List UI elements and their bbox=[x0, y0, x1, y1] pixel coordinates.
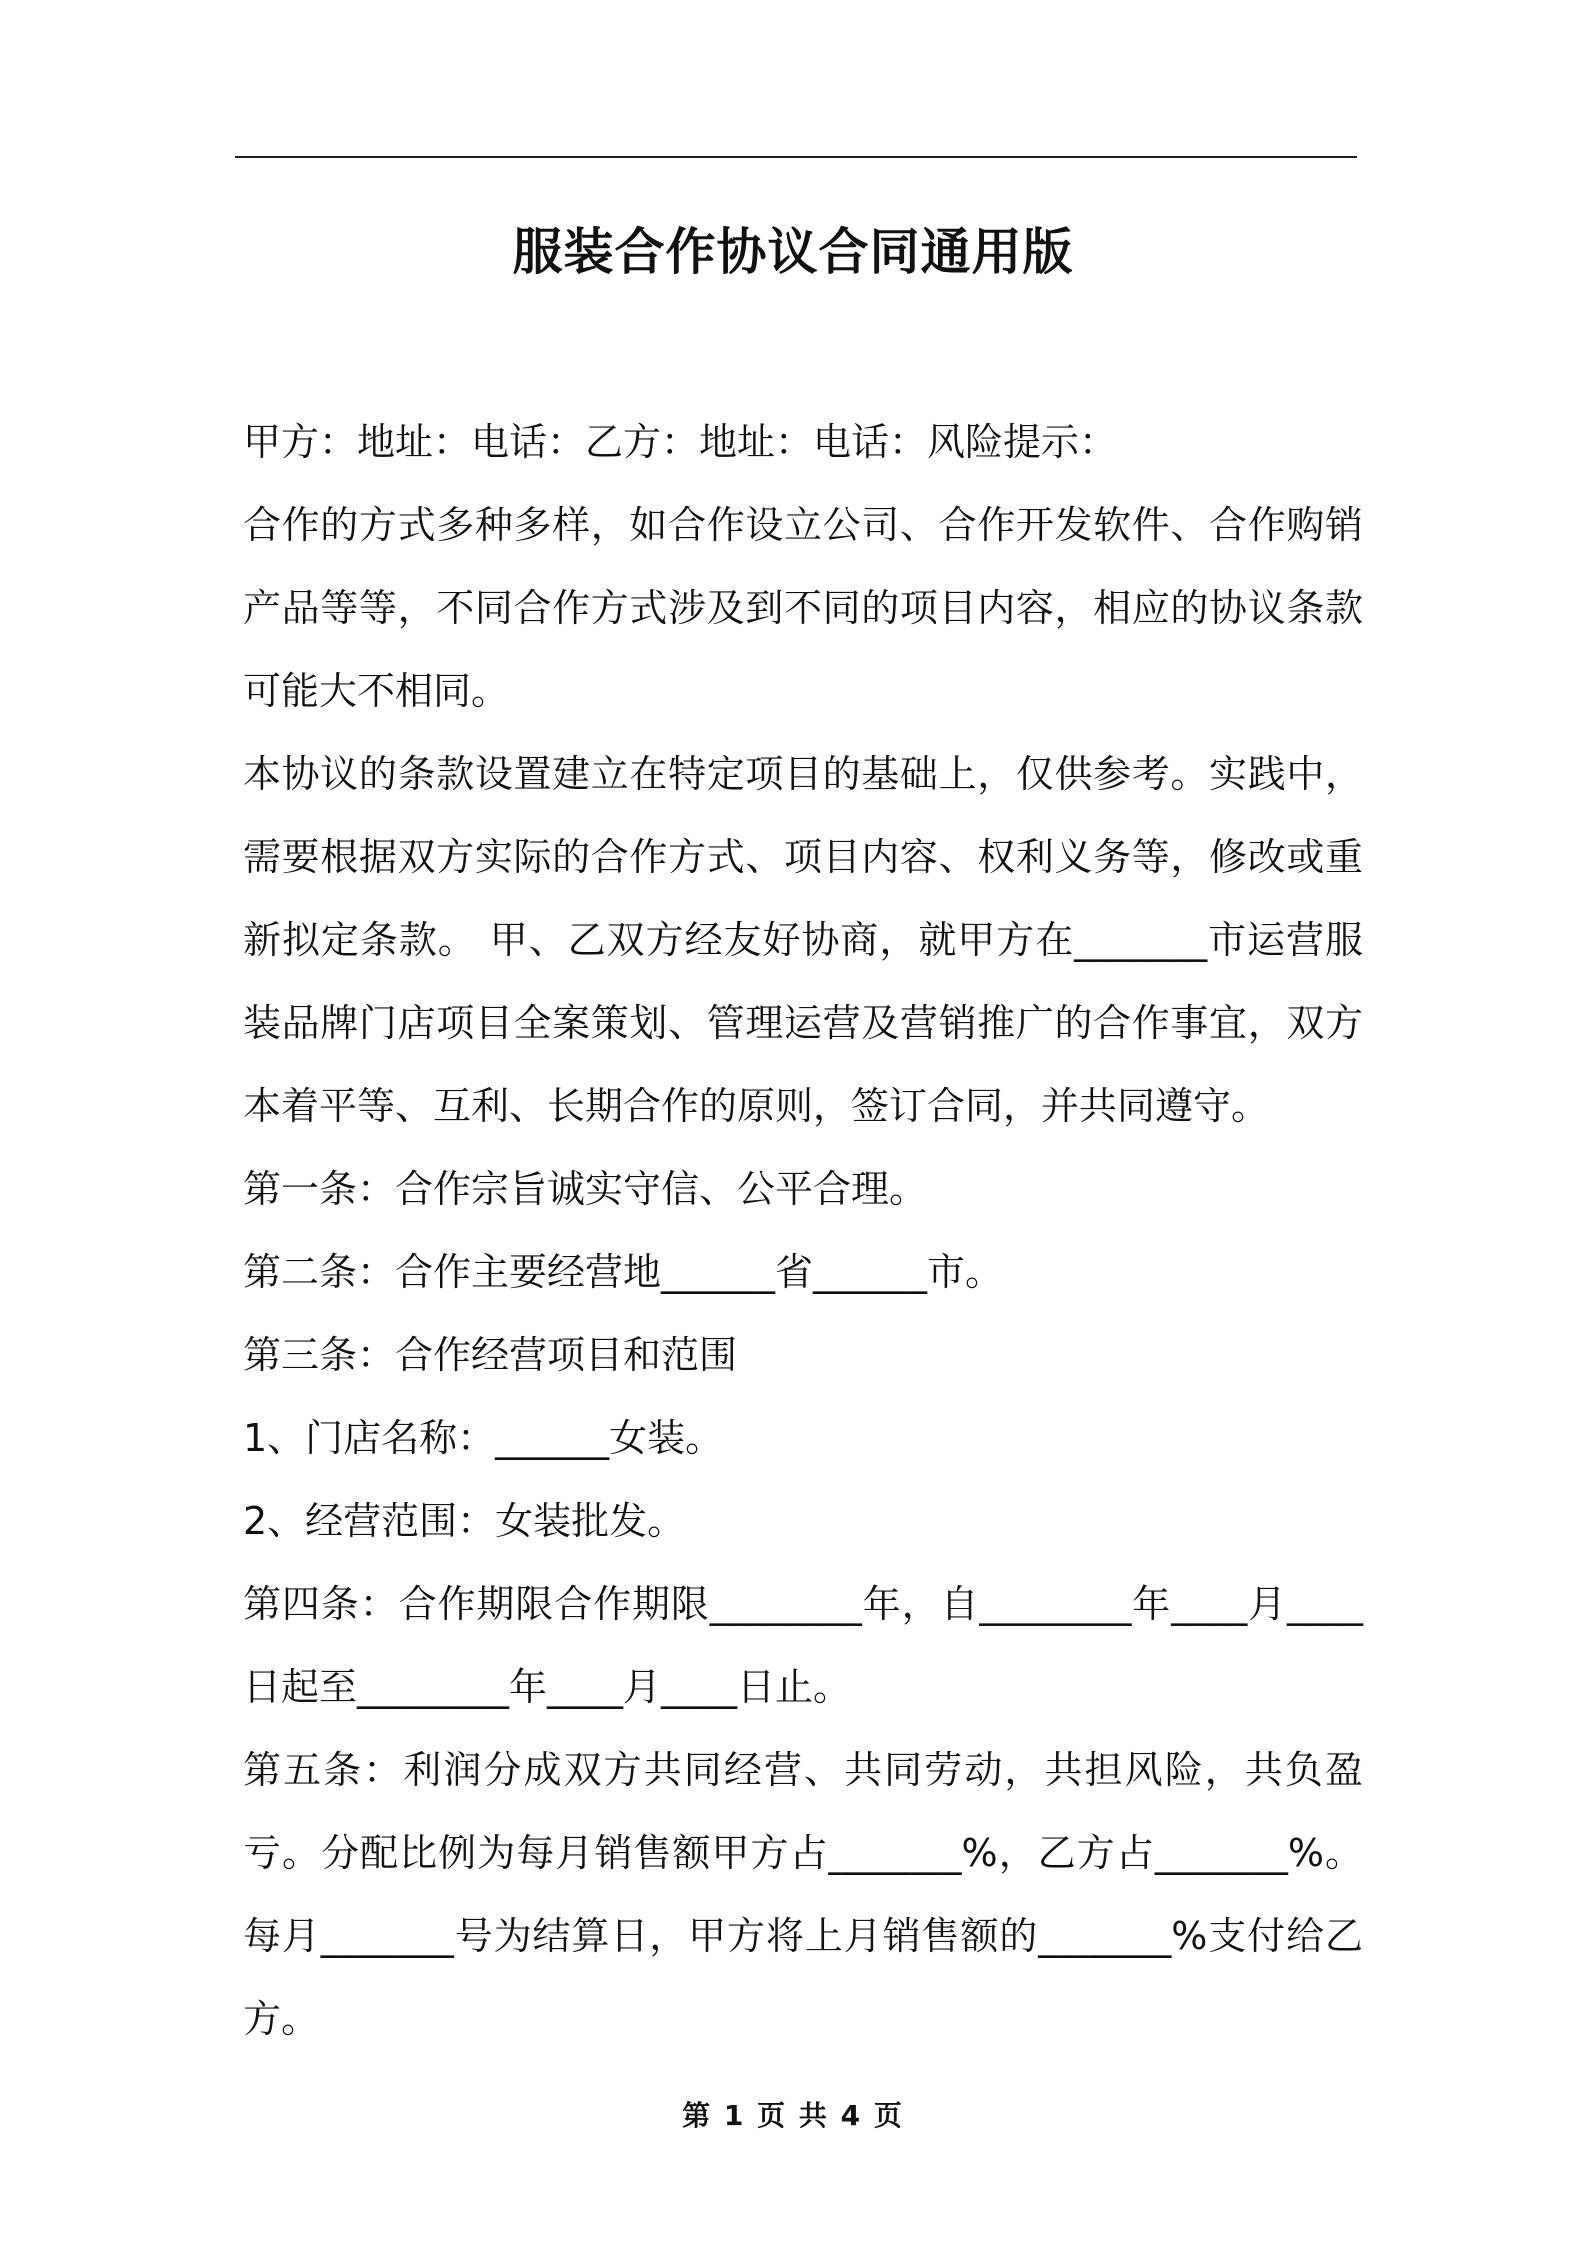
header-rule bbox=[235, 156, 1357, 158]
paragraph-parties: 甲方：地址：电话：乙方：地址：电话：风险提示： bbox=[243, 420, 1118, 464]
document-title: 服装合作协议合同通用版 bbox=[512, 223, 1074, 281]
article-5: 第五条：利润分成双方共同经营、共同劳动，共担风险，共负盈亏。分配比例为每月销售额甲方占_______%，乙方占_______%。每月_______号为结算日，甲方将上月销售额的_______%支付给乙方。 bbox=[243, 1748, 1363, 2041]
article-3-item-2: 2、经营范围：女装批发。 bbox=[243, 1499, 686, 1543]
page-number: 第 1 页 共 4 页 bbox=[682, 2099, 904, 2132]
article-3-item-1: 1、门店名称：______女装。 bbox=[243, 1416, 724, 1460]
paragraph-preamble: 本协议的条款设置建立在特定项目的基础上，仅供参考。实践中，需要根据双方实际的合作方式、项目内容、权利义务等，修改或重新拟定条款。 甲、乙双方经友好协商，就甲方在_______市运营服装品牌门店项目全案策划、管理运营及营销推广的合作事宜，双方本着平等、互利、长期合作的原则，签订合同，并共同遵守。 bbox=[243, 752, 1363, 1128]
paragraph-risk-note: 合作的方式多种多样，如合作设立公司、合作开发软件、合作购销产品等等，不同合作方式涉及到不同的项目内容，相应的协议条款可能大不相同。 bbox=[243, 503, 1363, 713]
document-body bbox=[243, 401, 1363, 2061]
article-4: 第四条：合作期限合作期限________年，自________年____月____日起至________年____月____日止。 bbox=[243, 1582, 1363, 1709]
article-1: 第一条：合作宗旨诚实守信、公平合理。 bbox=[243, 1167, 928, 1211]
article-2: 第二条：合作主要经营地______省______市。 bbox=[243, 1250, 1004, 1294]
article-3: 第三条：合作经营项目和范围 bbox=[243, 1333, 738, 1377]
